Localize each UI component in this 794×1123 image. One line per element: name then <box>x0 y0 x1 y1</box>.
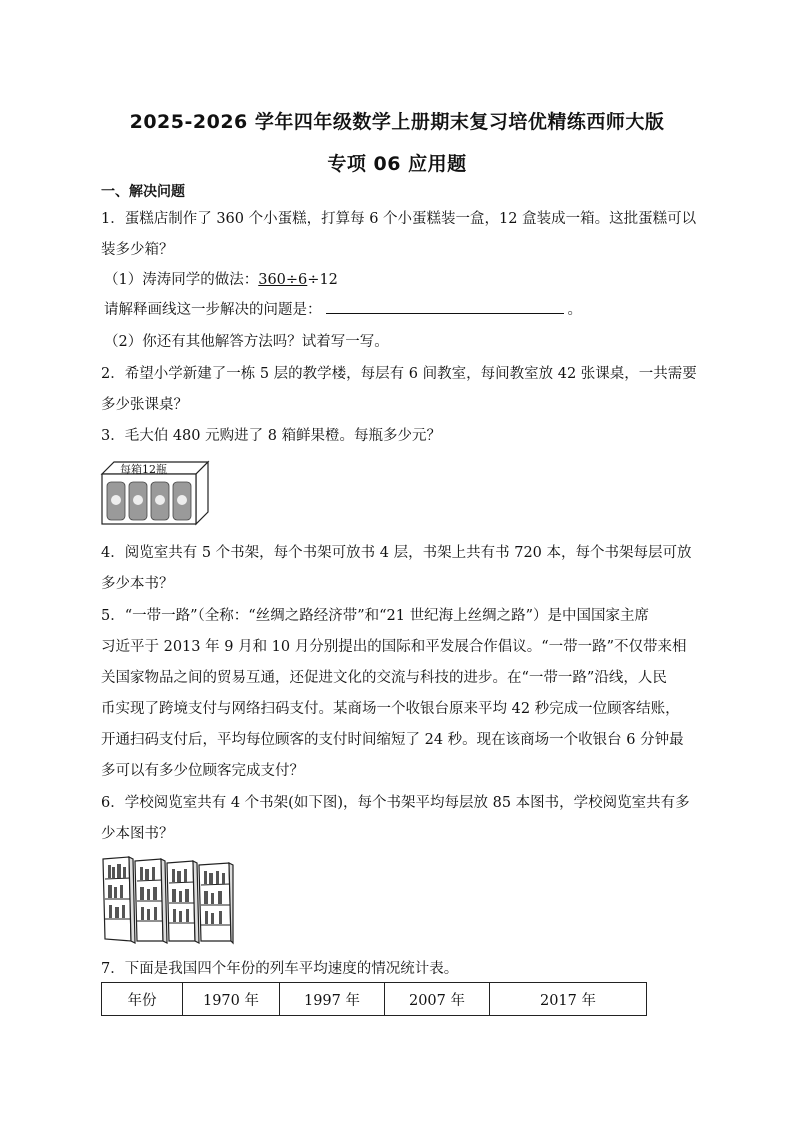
table-header-cell: 1997 年 <box>280 983 385 1016</box>
q1-line2: 装多少箱？ <box>101 242 174 258</box>
q2-line2: 多少张课桌？ <box>101 397 188 413</box>
table-row <box>102 983 647 1016</box>
q3-line1: 3．毛大伯 480 元购进了 8 箱鲜果橙。每瓶多少元？ <box>101 428 442 444</box>
page-title: 2025-2026 学年四年级数学上册期末复习培优精练西师大版 <box>129 111 665 133</box>
bookshelves-image <box>101 855 235 945</box>
q1-explain-prefix: 请解释画线这一步解决的问题是： <box>104 302 322 318</box>
table-header-cell: 1970 年 <box>183 983 280 1016</box>
page-subtitle: 专项 06 应用题 <box>327 153 467 175</box>
speed-stats-table <box>101 982 647 1016</box>
q1-line1: 1．蛋糕店制作了 360 个小蛋糕，打算每 6 个小蛋糕装一盒，12 盒装成一箱。这批蛋糕可以 <box>101 211 697 227</box>
q5-line1: 5．“一带一路”（全称：“丝绸之路经济带”和“21 世纪海上丝绸之路”）是中国国家主席 <box>101 608 650 624</box>
box-label: 每箱12瓶 <box>120 463 167 476</box>
q5-line4: 币实现了跨境支付与网络扫码支付。某商场一个收银台原来平均 42 秒完成一位顾客结账， <box>101 701 680 717</box>
q4-line2: 多少本书？ <box>101 576 174 592</box>
table-header-cell: 年份 <box>102 983 183 1016</box>
q1-explain <box>104 298 582 319</box>
q5-line3: 关国家物品之间的贸易互通，还促进文化的交流与科技的进步。在“一带一路”沿线，人民 <box>101 670 667 686</box>
q1-part1-underlined: 360÷6 <box>258 272 308 288</box>
table-header-cell: 2007 年 <box>385 983 490 1016</box>
orange-box-image <box>100 460 210 526</box>
q4-line1: 4．阅览室共有 5 个书架，每个书架可放书 4 层，书架上共有书 720 本，每个书架每层可放 <box>101 545 692 561</box>
q1-part2: （2）你还有其他解答方法吗？试着写一写。 <box>104 334 389 350</box>
q2-line1: 2．希望小学新建了一栋 5 层的教学楼，每层有 6 间教室，每间教室放 42 张课桌，一共需要 <box>101 366 697 382</box>
q5-line2: 习近平于 2013 年 9 月和 10 月分别提出的国际和平发展合作倡议。“一带一路”不仅带来相 <box>101 639 687 655</box>
table-header-cell: 2017 年 <box>490 983 647 1016</box>
answer-blank[interactable] <box>326 301 564 314</box>
q1-part1-prefix: （1）涛涛同学的做法： <box>104 272 259 288</box>
q6-line2: 少本图书？ <box>101 826 174 842</box>
q1-part1 <box>104 268 338 289</box>
q5-line6: 多可以有多少位顾客完成支付？ <box>101 763 304 779</box>
q5-line5: 开通扫码支付后，平均每位顾客的支付时间缩短了 24 秒。现在该商场一个收银台 6 分钟最 <box>101 732 684 748</box>
q7-line1: 7．下面是我国四个年份的列车平均速度的情况统计表。 <box>101 961 459 977</box>
q1-part1-suffix: ÷12 <box>307 272 338 288</box>
q1-explain-suffix: 。 <box>567 302 582 318</box>
q6-line1: 6．学校阅览室共有 4 个书架(如下图)，每个书架平均每层放 85 本图书，学校阅览室共有多 <box>101 795 690 811</box>
section-heading: 一、解决问题 <box>101 184 185 200</box>
